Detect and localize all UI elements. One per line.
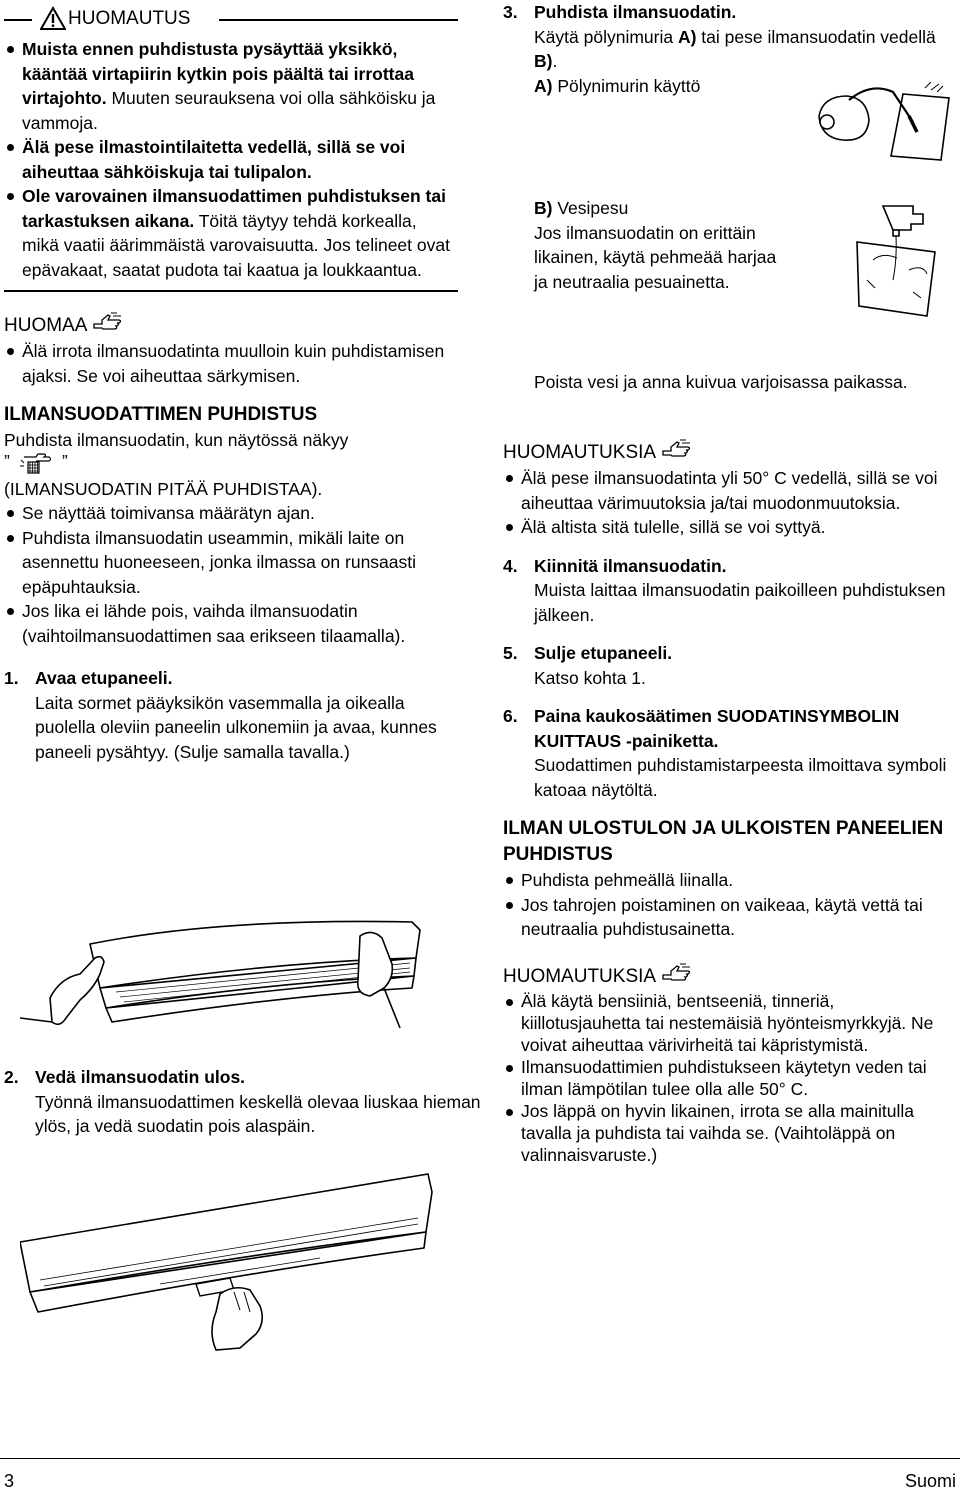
step-text: .	[552, 51, 558, 71]
caution-title: HUOMAUTUS	[68, 8, 191, 29]
notes3-header	[503, 962, 958, 990]
filter-item: Jos lika ei lähde pois, vaihda ilmansuodatin (vaihtoilmansuodattimen saa erikseen tilaamalla).	[4, 599, 458, 648]
step-text: Laita sormet pääyksikön vasemmalla ja oikealla puolella oleviin paneelin ulkonemiin ja avaa, kunnes paneeli pysähtyy. (Sulje samalla tavalla.)	[35, 692, 437, 762]
outlet-list	[503, 868, 958, 942]
notes2-header	[503, 438, 958, 466]
quote-open: ”	[4, 450, 10, 471]
step-text: Muista laittaa ilmansuodatin paikoilleen puhdistuksen jälkeen.	[534, 580, 946, 625]
option-b-block	[534, 196, 794, 294]
step-title: Vedä ilmansuodatin ulos.	[35, 1067, 246, 1087]
note-list	[4, 339, 458, 388]
option-b-description: Jos ilmansuodatin on erittäin likainen, käytä pehmeää harjaa ja neutraalia pesuainetta.	[534, 222, 777, 292]
outlet-item: Puhdista pehmeällä liinalla.	[503, 868, 958, 893]
caution-item-text: Töitä täytyy tehdä korkealla, mikä vaatii äärimmäistä varovaisuutta. Jos telineet ovat epävakaat, saatat pudota tai kaatua ja loukkaantua.	[22, 210, 450, 280]
caution-item	[4, 37, 458, 135]
note-title: HUOMAA	[4, 315, 88, 336]
step-text: Käytä pölynimuria	[534, 26, 678, 47]
caution-item-text: Muuten seurauksena voi olla sähköisku ja vammoja.	[22, 88, 436, 133]
step-text: tai pese ilmansuodatin vedellä	[696, 26, 936, 47]
filter-section-title: ILMANSUODATTIMEN PUHDISTUS	[4, 404, 318, 425]
notes3-item: Ilmansuodattimien puhdistukseen käytetyn veden tai ilman lämpötilan tulee olla alle 50° C.	[503, 1056, 958, 1100]
caution-rule-left	[4, 19, 32, 21]
step-number: 1.	[4, 668, 19, 688]
notes3-title: HUOMAUTUKSIA	[503, 965, 657, 987]
notes2-block	[503, 438, 958, 1166]
notes3-item: Älä käytä bensiiniä, bentseeniä, tinneriä, kiillotusjauhetta tai nestemäisiä hyönteismyrkkyjä. Ne voivat aiheuttaa värivirheitä tai käpristymistä.	[503, 990, 958, 1056]
step-title: Avaa etupaneeli.	[35, 668, 173, 688]
filter-intro: Puhdista ilmansuodatin, kun näytössä näkyy	[4, 430, 349, 450]
filter-display-symbol-row	[4, 450, 458, 477]
outlet-section-title: ILMAN ULOSTULON JA ULKOISTEN PANEELIEN PUHDISTUS	[503, 818, 944, 865]
option-b-label: B)	[534, 198, 553, 218]
caution-item	[4, 184, 458, 282]
memo-hand-icon	[91, 311, 125, 333]
step-text: Suodattimen puhdistamistarpeesta ilmoittava symboli katoaa näytöltä.	[534, 755, 947, 800]
vacuum-cleaner-illustration	[813, 82, 953, 162]
step-title: Puhdista ilmansuodatin.	[534, 2, 737, 22]
water-wash-illustration	[853, 200, 953, 320]
quote-close: ”	[62, 450, 68, 471]
filter-item: Puhdista ilmansuodatin useammin, mikäli laite on asennettu huoneeseen, jonka ilmassa on runsaasti epäpuhtauksia.	[4, 526, 458, 600]
step-text-a: A)	[677, 26, 697, 47]
footer-language: Suomi	[904, 1471, 956, 1491]
note-item: Älä irrota ilmansuodatinta muulloin kuin puhdistamisen ajaksi. Se voi aiheuttaa särkymisen.	[4, 339, 458, 388]
step-number: 2.	[4, 1067, 19, 1087]
open-front-panel-illustration	[20, 918, 428, 1058]
notes2-item: Älä altista sitä tulelle, sillä se voi syttyä.	[503, 515, 958, 540]
notes3-item: Jos läppä on hyvin likainen, irrota se alla mainitulla tavalla ja puhdista tai vaihda se. (Vaihtoläppä on valinnaisvaruste.)	[503, 1100, 958, 1166]
right-column	[503, 0, 958, 1165]
caution-list	[4, 37, 458, 282]
dry-instruction: Poista vesi ja anna kuivua varjoisassa paikassa.	[534, 372, 908, 392]
step-title: Sulje etupaneeli.	[534, 643, 673, 663]
option-a-label: A)	[534, 75, 553, 96]
step-text: Työnnä ilmansuodattimen keskellä olevaa liuskaa hieman ylös, ja vedä suodatin pois alaspäin.	[35, 1091, 481, 1136]
caution-item-bold: Muista ennen puhdistusta pysäyttää yksikkö, kääntää virtapiirin kytkin pois päältä tai irrottaa virtajohto.	[22, 39, 414, 108]
caution-item	[4, 135, 458, 184]
filter-list	[4, 501, 458, 648]
filter-item: Se näyttää toimivansa määrätyn ajan.	[4, 501, 458, 526]
caution-rule-right	[219, 19, 458, 21]
step-number: 4.	[503, 555, 518, 576]
note-header	[4, 311, 458, 339]
step-text: Katso kohta 1.	[534, 667, 646, 688]
memo-hand-icon	[660, 438, 694, 460]
step-title: Paina kaukosäätimen SUODATINSYMBOLIN KUITTAUS -painiketta.	[534, 706, 900, 751]
step-title: Kiinnitä ilmansuodatin.	[534, 555, 727, 576]
step-1	[4, 666, 458, 764]
notes3-list	[503, 990, 958, 1166]
pull-out-filter-illustration	[20, 1172, 440, 1352]
page-number: 3	[4, 1471, 15, 1491]
filter-intro-paren: (ILMANSUODATIN PITÄÄ PUHDISTAA).	[4, 478, 323, 499]
step-2	[4, 1065, 489, 1139]
notes2-item: Älä pese ilmansuodatinta yli 50° C vedellä, sillä se voi aiheuttaa värimuutoksia ja/tai muodonmuutoksia.	[503, 466, 958, 515]
caution-bottom-rule	[4, 290, 458, 292]
page-footer	[0, 1458, 960, 1491]
left-column	[4, 0, 481, 1136]
option-a-text: Pölynimurin käyttö	[557, 75, 701, 96]
notes2-list	[503, 466, 958, 540]
step-5	[503, 641, 958, 690]
memo-hand-icon	[660, 962, 694, 984]
step-4	[503, 554, 958, 628]
caution-item-bold: Älä pese ilmastointilaitetta vedellä, sillä se voi aiheuttaa sähköiskuja tai tulipalon.	[22, 137, 406, 182]
warning-triangle-icon	[40, 6, 66, 30]
step-number: 5.	[503, 643, 518, 663]
outlet-item: Jos tahrojen poistaminen on vaikeaa, käytä vettä tai neutraalia puhdistusainetta.	[503, 893, 958, 942]
step-number: 6.	[503, 706, 518, 726]
option-b-text: Vesipesu	[557, 198, 629, 218]
step-text-b: B)	[534, 51, 553, 71]
step-number: 3.	[503, 2, 518, 22]
step-6	[503, 704, 958, 802]
filter-clean-symbol-icon	[16, 451, 60, 477]
notes2-title: HUOMAUTUKSIA	[503, 442, 657, 463]
caution-header	[4, 6, 458, 36]
caution-item-bold: Ole varovainen ilmansuodattimen puhdistuksen tai tarkastuksen aikana.	[22, 186, 446, 231]
